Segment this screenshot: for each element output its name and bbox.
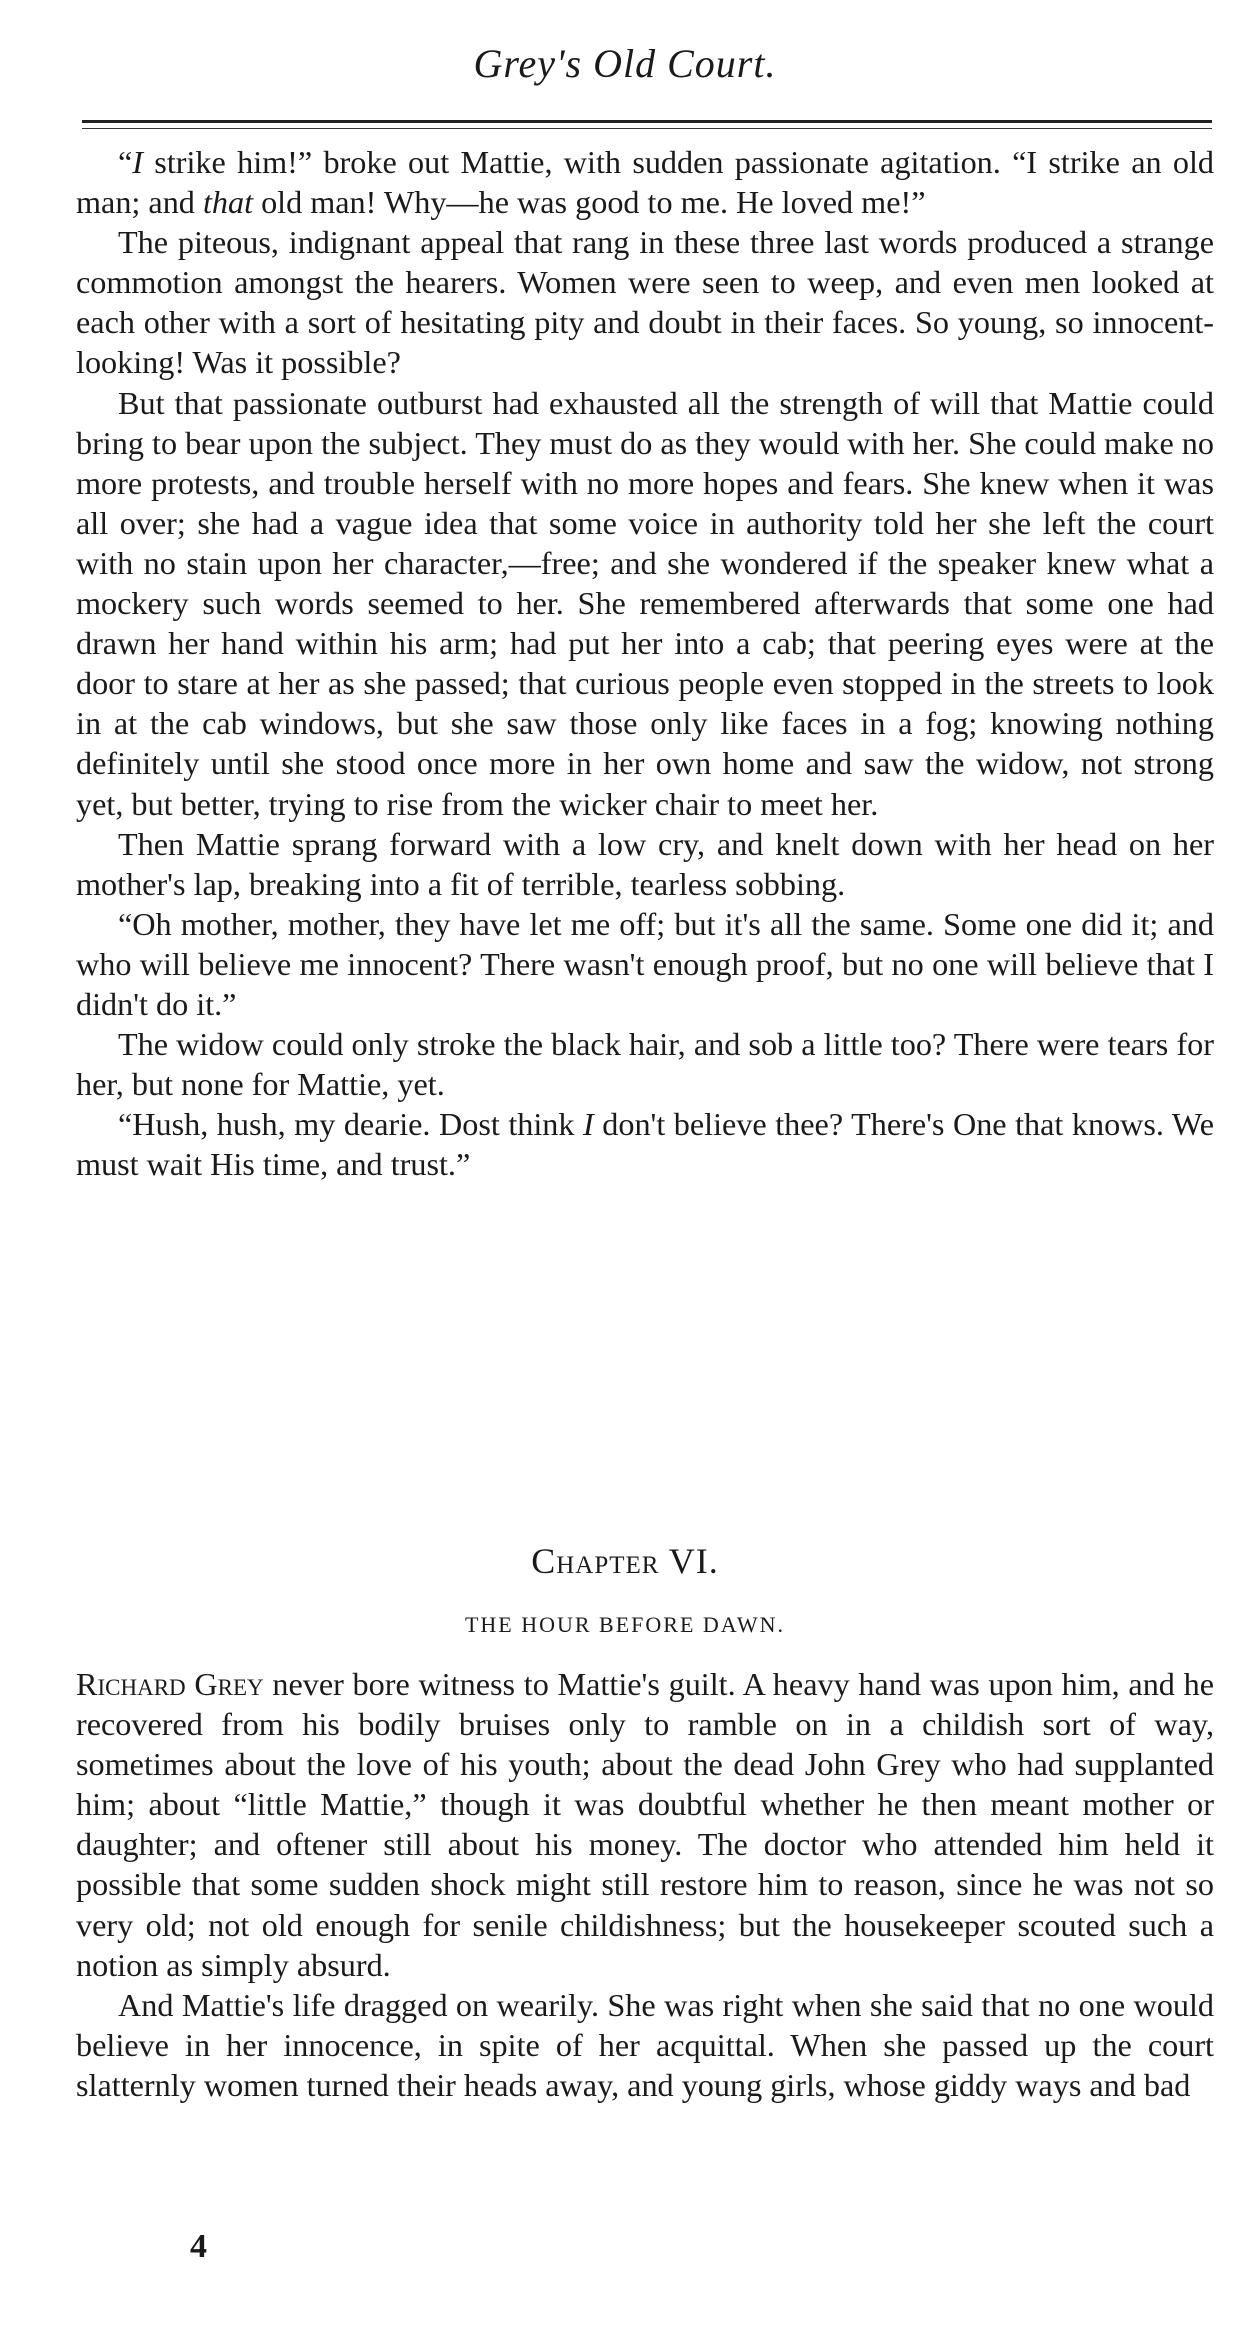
text-run: But that passionate outburst had exhausted all the strength of will that Mattie could bring to bear upon the subject. They must do as they would with her. She could make no more protests, and trouble herself with no more hopes and fears. She knew when it was all over; she had a vague idea that some voice in authority told her she left the court with no stain upon her character,—free; and she wondered if the speaker knew what a mockery such words seemed to her. She remembered afterwards that some one had drawn her hand within his arm; had put her into a cab; that peering eyes were at the door to stare at her as she passed; that curious people even stopped in the streets to look in at the cab windows, but she saw those only like faces in a fog; knowing nothing definitely until she stood once more in her own home and saw the widow, not strong yet, but better, trying to rise from the wicker chair to meet her.	[76, 384, 1214, 822]
opening-name: Richard Grey	[76, 1666, 264, 1702]
body-paragraph	[76, 1104, 1214, 1184]
chapter-text	[76, 1664, 1214, 2105]
text-run: “	[118, 144, 133, 180]
text-run: The widow could only stroke the black hair, and sob a little too? There were tears for her, but none for Mattie, yet.	[76, 1026, 1214, 1103]
body-paragraph	[76, 904, 1214, 1024]
text-run: strike him!” broke out Mattie, with sudden passionate agitation. “I strike an old man; and	[76, 144, 1214, 221]
chapter-paragraph-text: never bore witness to Mattie's guilt. A heavy hand was upon him, and he recovered from his bodily bruises only to ramble on in a childish sort of way, sometimes about the love of his youth; about the dead John Grey who had supplanted him; about “little Mattie,” though it was doubtful whether he then meant mother or daughter; and oftener still about his money. The doctor who attended him held it possible that some sudden shock might still restore him to reason, since he was not so very old; not old enough for senile childishness; but the housekeeper scouted such a notion as simply absurd.	[76, 1666, 1215, 1983]
header-rule	[82, 120, 1212, 123]
text-run: “Hush, hush, my dearie. Dost think	[118, 1106, 584, 1143]
body-paragraph	[76, 1024, 1214, 1104]
italic-run: I	[132, 144, 144, 180]
header-rule-thin	[82, 128, 1212, 129]
text-run: don't believe thee? There's One that knows. We must wait His time, and trust.”	[76, 1106, 1214, 1183]
chapter-title: Chapter VI.	[531, 1541, 719, 1581]
text-run: Then Mattie sprang forward with a low cry, and knelt down with her head on her mother's lap, breaking into a fit of terrible, tearless sobbing.	[76, 825, 1214, 902]
body-paragraph	[76, 383, 1214, 824]
chapter-paragraph	[76, 1664, 1214, 1985]
body-text	[76, 142, 1214, 1184]
text-run: old man! Why—he was good to me. He loved me!”	[253, 184, 926, 221]
text-run: The piteous, indignant appeal that rang in these three last words produced a strange commotion amongst the hearers. Women were seen to weep, and even men looked at each other with a sort of hesitating pity and doubt in their faces. So young, so innocent-looking! Was it possible?	[76, 224, 1214, 381]
page-number: 4	[190, 2228, 207, 2265]
chapter-paragraph: And Mattie's life dragged on wearily. She was right when she said that no one would believe in her innocence, in spite of her acquittal. When she passed up the court slatternly women turned their heads away, and young girls, whose giddy ways and bad	[76, 1986, 1214, 2103]
body-paragraph	[76, 142, 1214, 222]
running-title: Grey's Old Court.	[473, 41, 777, 86]
italic-run: that	[202, 184, 254, 221]
body-paragraph	[76, 824, 1214, 904]
chapter-subtitle: THE HOUR BEFORE DAWN.	[464, 1612, 786, 1637]
body-paragraph	[76, 222, 1214, 382]
italic-run: I	[583, 1106, 594, 1143]
text-run: “Oh mother, mother, they have let me off; but it's all the same. Some one did it; and who will believe me innocent? There wasn't enough proof, but no one will believe that I didn't do it.”	[76, 905, 1214, 1022]
